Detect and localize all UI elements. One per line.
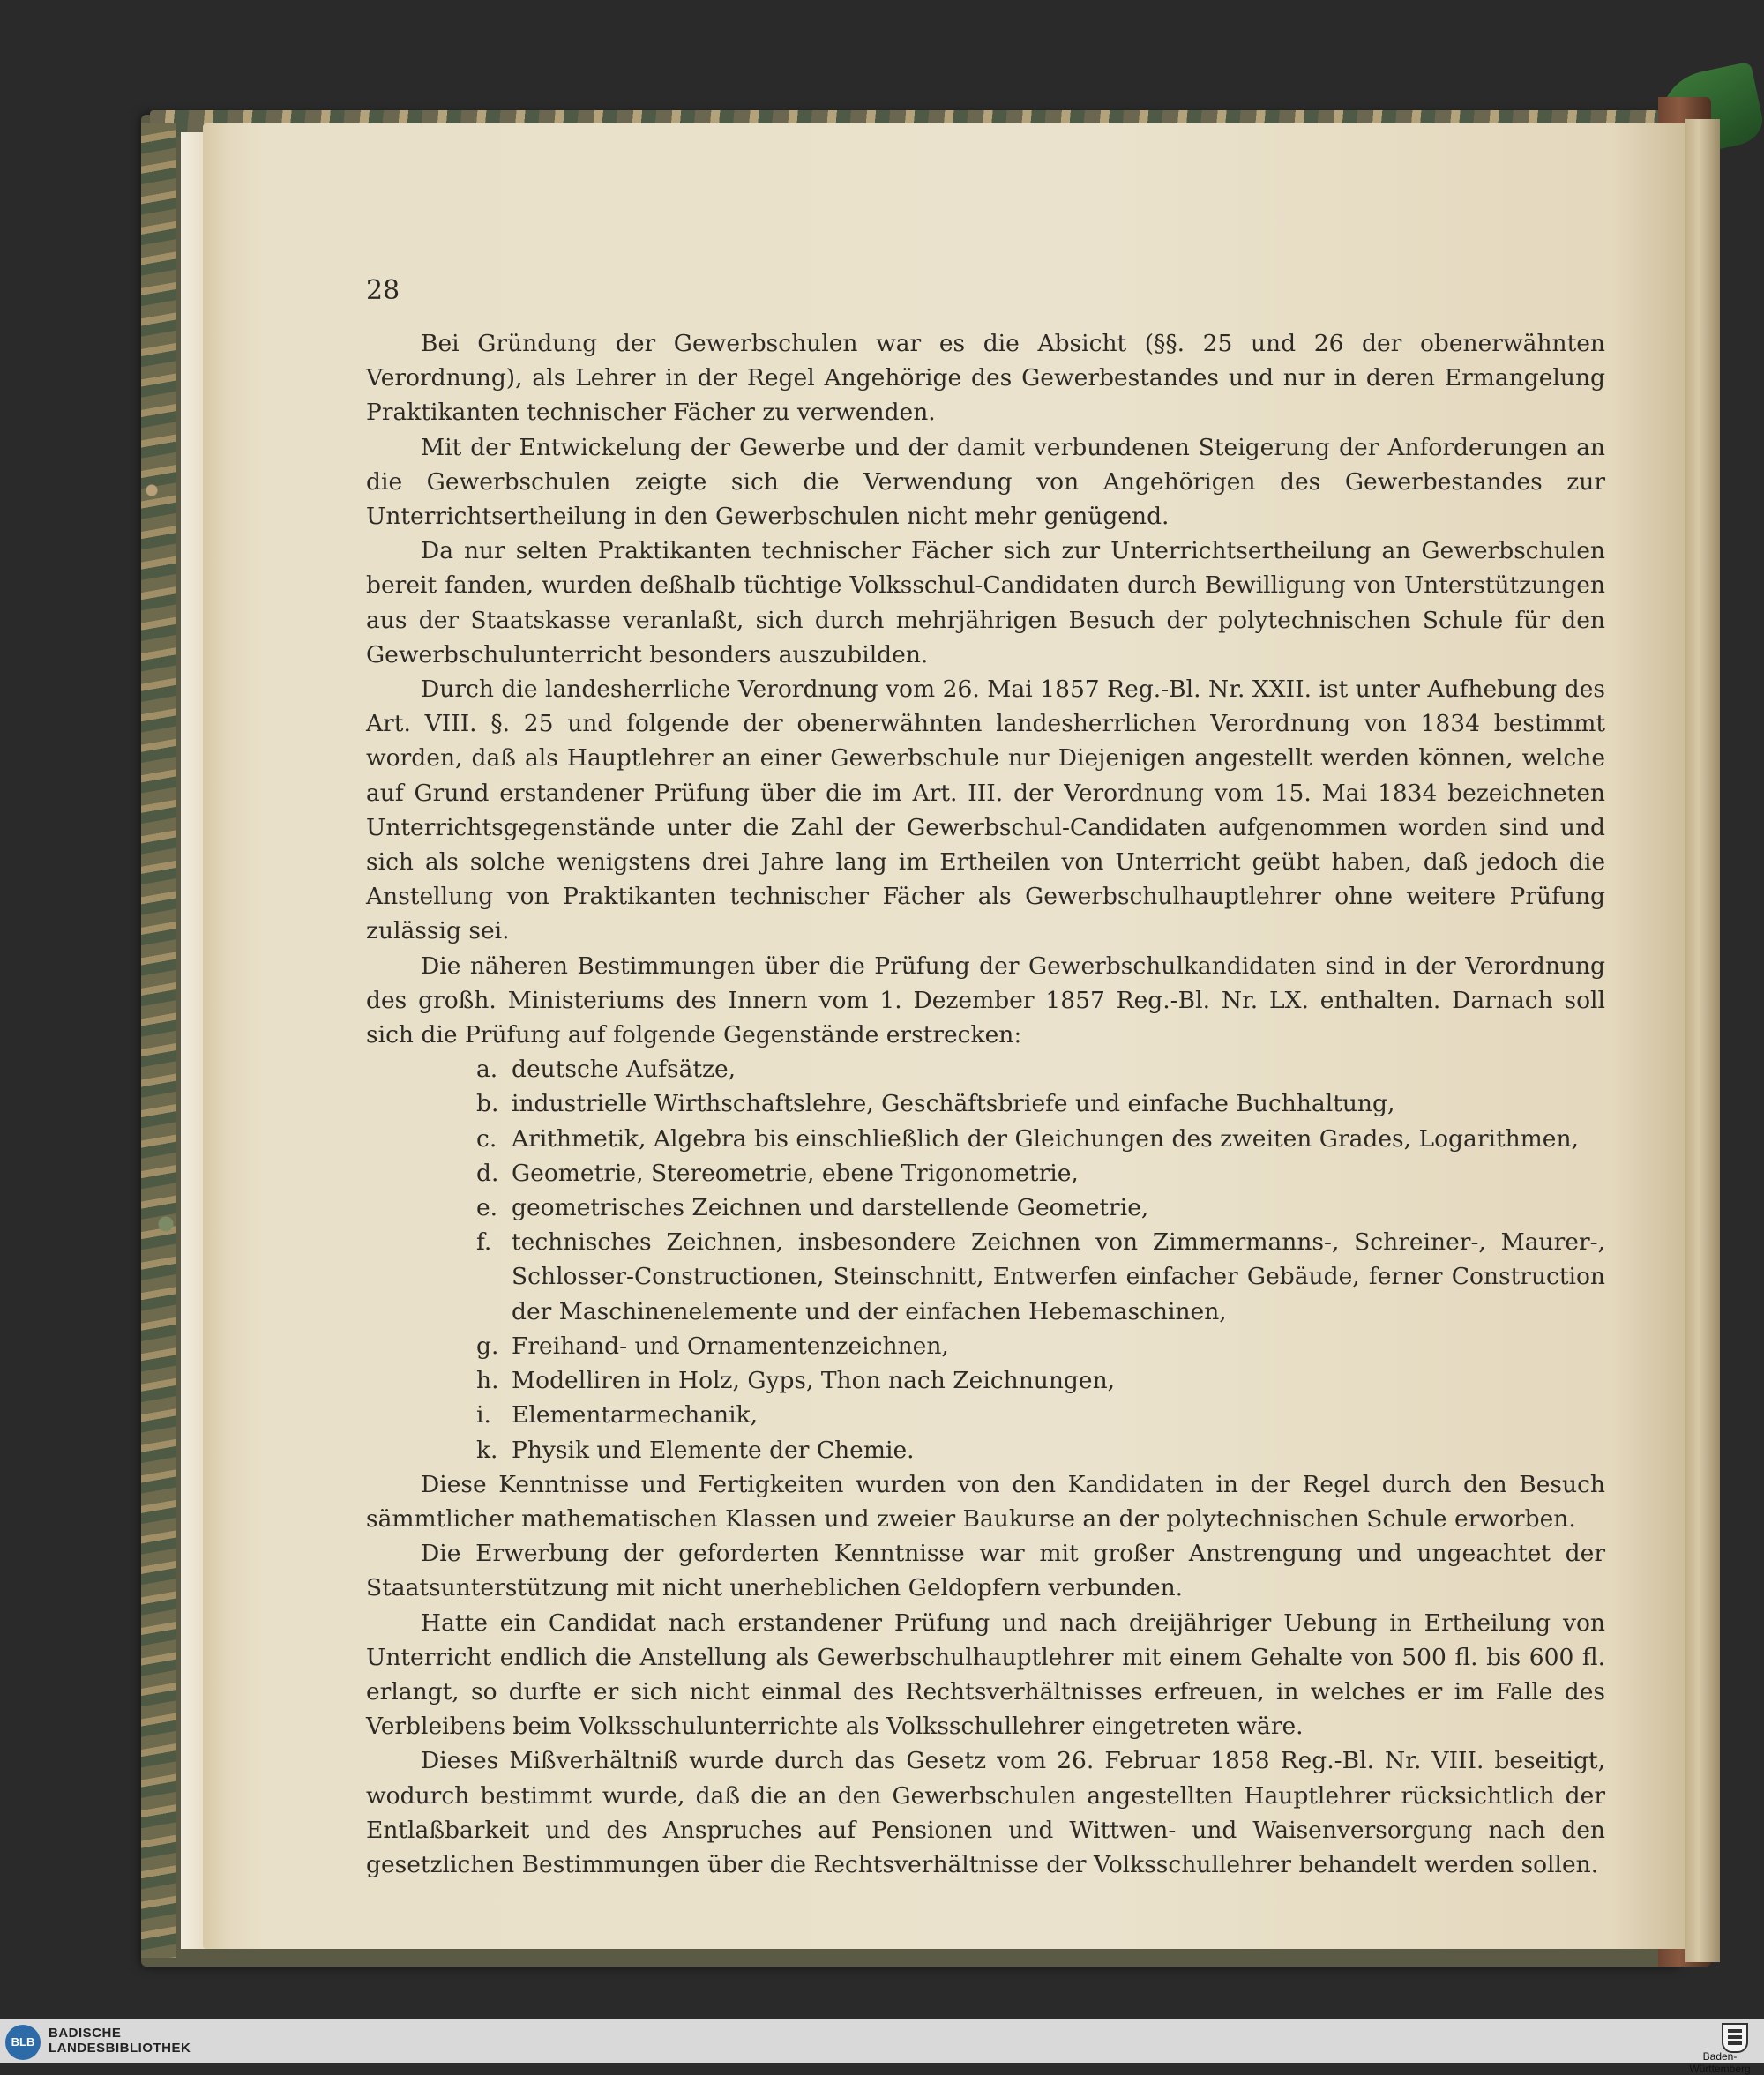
list-item — [366, 1225, 1605, 1329]
page-gutter — [1685, 119, 1720, 1962]
list-letter: a. — [476, 1056, 498, 1084]
list-letter: f. — [476, 1228, 492, 1257]
list-item-text: Elementarmechanik, — [512, 1401, 759, 1429]
list-item-text: Freihand- und Ornamentenzeichnen, — [512, 1332, 949, 1360]
page-body — [366, 326, 1605, 1882]
library-name-line2: LANDESBIBLIOTHEK — [49, 2041, 191, 2056]
list-item-text: deutsche Aufsätze, — [512, 1056, 736, 1084]
list-item — [366, 1191, 1605, 1225]
list-letter: e. — [476, 1194, 498, 1222]
footer-bar — [0, 2019, 1764, 2075]
list-item — [366, 1363, 1605, 1398]
list-letter: i. — [476, 1401, 491, 1429]
library-name-line1: BADISCHE — [49, 2026, 122, 2041]
list-item-text: Geometrie, Stereometrie, ebene Trigonometrie, — [512, 1159, 1079, 1187]
blb-logo-icon[interactable]: BLB — [5, 2025, 41, 2060]
page-number: 28 — [366, 275, 400, 306]
list-letter: b. — [476, 1090, 499, 1118]
list-item-text: Physik und Elemente der Chemie. — [512, 1436, 915, 1464]
list-item-text: Arithmetik, Algebra bis einschließlich der Gleichungen des zweiten Grades, Logarithmen, — [512, 1124, 1579, 1153]
paragraph: Durch die landesherrliche Verordnung vom 26. Mai 1857 Reg.-Bl. Nr. XXII. ist unter Aufhebung des Art. VIII. §. 25 und folgende der obenerwähnten landesherrlichen Verordnung von 1834 bestimmt worden, daß als Hauptlehrer an einer Gewerbschule nur Diejenigen angestellt werden können, welche auf Grund erstandener Prüfung über die im Art. III. der Verordnung vom 15. Mai 1834 bezeichneten Unterrichtsgegenstände unter die Zahl der Gewerbschul-Candidaten aufgenommen worden sind und sich als solche wenigstens drei Jahre lang im Ertheilen von Unterricht geübt haben, daß jedoch die Anstellung von Praktikanten technischer Fächer als Gewerbschulhauptlehrer ohne weitere Prüfung zulässig sei. — [366, 675, 1605, 945]
list-item — [366, 1156, 1605, 1191]
list-letter: c. — [476, 1124, 497, 1153]
paragraph: Die näheren Bestimmungen über die Prüfung der Gewerbschulkandidaten sind in der Verordnung des großh. Ministeriums des Innern vom 1. Dezember 1857 Reg.-Bl. Nr. LX. enthalten. Darnach soll sich die Prüfung auf folgende Gegenstände erstrecken: — [366, 952, 1605, 1049]
list-item-text: Modelliren in Holz, Gyps, Thon nach Zeichnungen, — [512, 1367, 1116, 1395]
library-name[interactable] — [49, 2026, 191, 2056]
list-letter: k. — [476, 1436, 498, 1464]
paragraph: Hatte ein Candidat nach erstandener Prüfung und nach dreijähriger Uebung in Ertheilung von Unterricht endlich die Anstellung als Gewerbschulhauptlehrer mit einem Gehalte von 500 fl. bis 600 fl. erlangt, so durfte er sich nicht einmal des Rechtsverhältnisses erfreuen, in welches er im Falle des Verbleibens beim Volksschulunterrichte als Volksschullehrer eingetreten wäre. — [366, 1608, 1605, 1741]
list-item — [366, 1086, 1605, 1121]
exam-subject-list — [366, 1052, 1605, 1467]
list-letter: g. — [476, 1332, 499, 1360]
list-item — [366, 1433, 1605, 1467]
list-item — [366, 1122, 1605, 1156]
paragraph: Bei Gründung der Gewerbschulen war es die Absicht (§§. 25 und 26 der obenerwähnten Verordnung), als Lehrer in der Regel Angehörige des Gewerbestandes und nur in deren Ermangelung Praktikanten technischer Fächer zu verwenden. — [366, 330, 1605, 427]
list-item — [366, 1052, 1605, 1086]
paragraph: Da nur selten Praktikanten technischer Fächer sich zur Unterrichtsertheilung an Gewerbschulen bereit fanden, wurden deßhalb tüchtige Volksschul-Candidaten durch Bewilligung von Unterstützungen aus der Staatskasse veranlaßt, sich durch mehrjährigen Besuch der polytechnischen Schule für den Gewerbschulunterricht besonders auszubilden. — [366, 537, 1605, 668]
list-item-text: industrielle Wirthschaftslehre, Geschäftsbriefe und einfache Buchhaltung, — [512, 1090, 1395, 1118]
paragraph: Dieses Mißverhältniß wurde durch das Gesetz vom 26. Februar 1858 Reg.-Bl. Nr. VIII. beseitigt, wodurch bestimmt wurde, daß die an den Gewerbschulen angestellten Hauptlehrer rücksichtlich der Entlaßbarkeit und des Anspruches auf Pensionen und Wittwen- und Waisenversorgung nach den gesetzlichen Bestimmungen über die Rechtsverhältnisse der Volksschullehrer behandelt werden sollen. — [366, 1747, 1605, 1878]
paragraph: Diese Kenntnisse und Fertigkeiten wurden von den Kandidaten in der Regel durch den Besuch sämmtlicher mathematischen Klassen und zweier Baukurse an der polytechnischen Schule erworben. — [366, 1470, 1605, 1533]
list-item-text: technisches Zeichnen, insbesondere Zeichnen von Zimmermanns-, Schreiner-, Maurer-, Schlosser-Constructionen, Steinschnitt, Entwerfen einfacher Gebäude, ferner Construction der Maschinenelemente und der einfachen Hebemaschinen, — [512, 1228, 1605, 1325]
paragraph: Die Erwerbung der geforderten Kenntnisse war mit großer Anstrengung und ungeachtet der Staatsunterstützung mit nicht unerheblichen Geldopfern verbunden. — [366, 1540, 1605, 1602]
list-item-text: geometrisches Zeichnen und darstellende Geometrie, — [512, 1194, 1149, 1222]
coat-of-arms-icon[interactable] — [1722, 2023, 1748, 2053]
list-item — [366, 1329, 1605, 1363]
marbled-left-edge — [141, 123, 176, 1958]
list-letter: h. — [476, 1367, 499, 1395]
paragraph: Mit der Entwickelung der Gewerbe und der damit verbundenen Steigerung der Anforderungen an die Gewerbschulen zeigte sich die Verwendung von Angehörigen des Gewerbestandes zur Unterrichtsertheilung in den Gewerbschulen nicht mehr genügend. — [366, 433, 1605, 531]
state-label: Baden-Württemberg — [1689, 2050, 1751, 2075]
list-item — [366, 1398, 1605, 1432]
list-letter: d. — [476, 1159, 499, 1187]
